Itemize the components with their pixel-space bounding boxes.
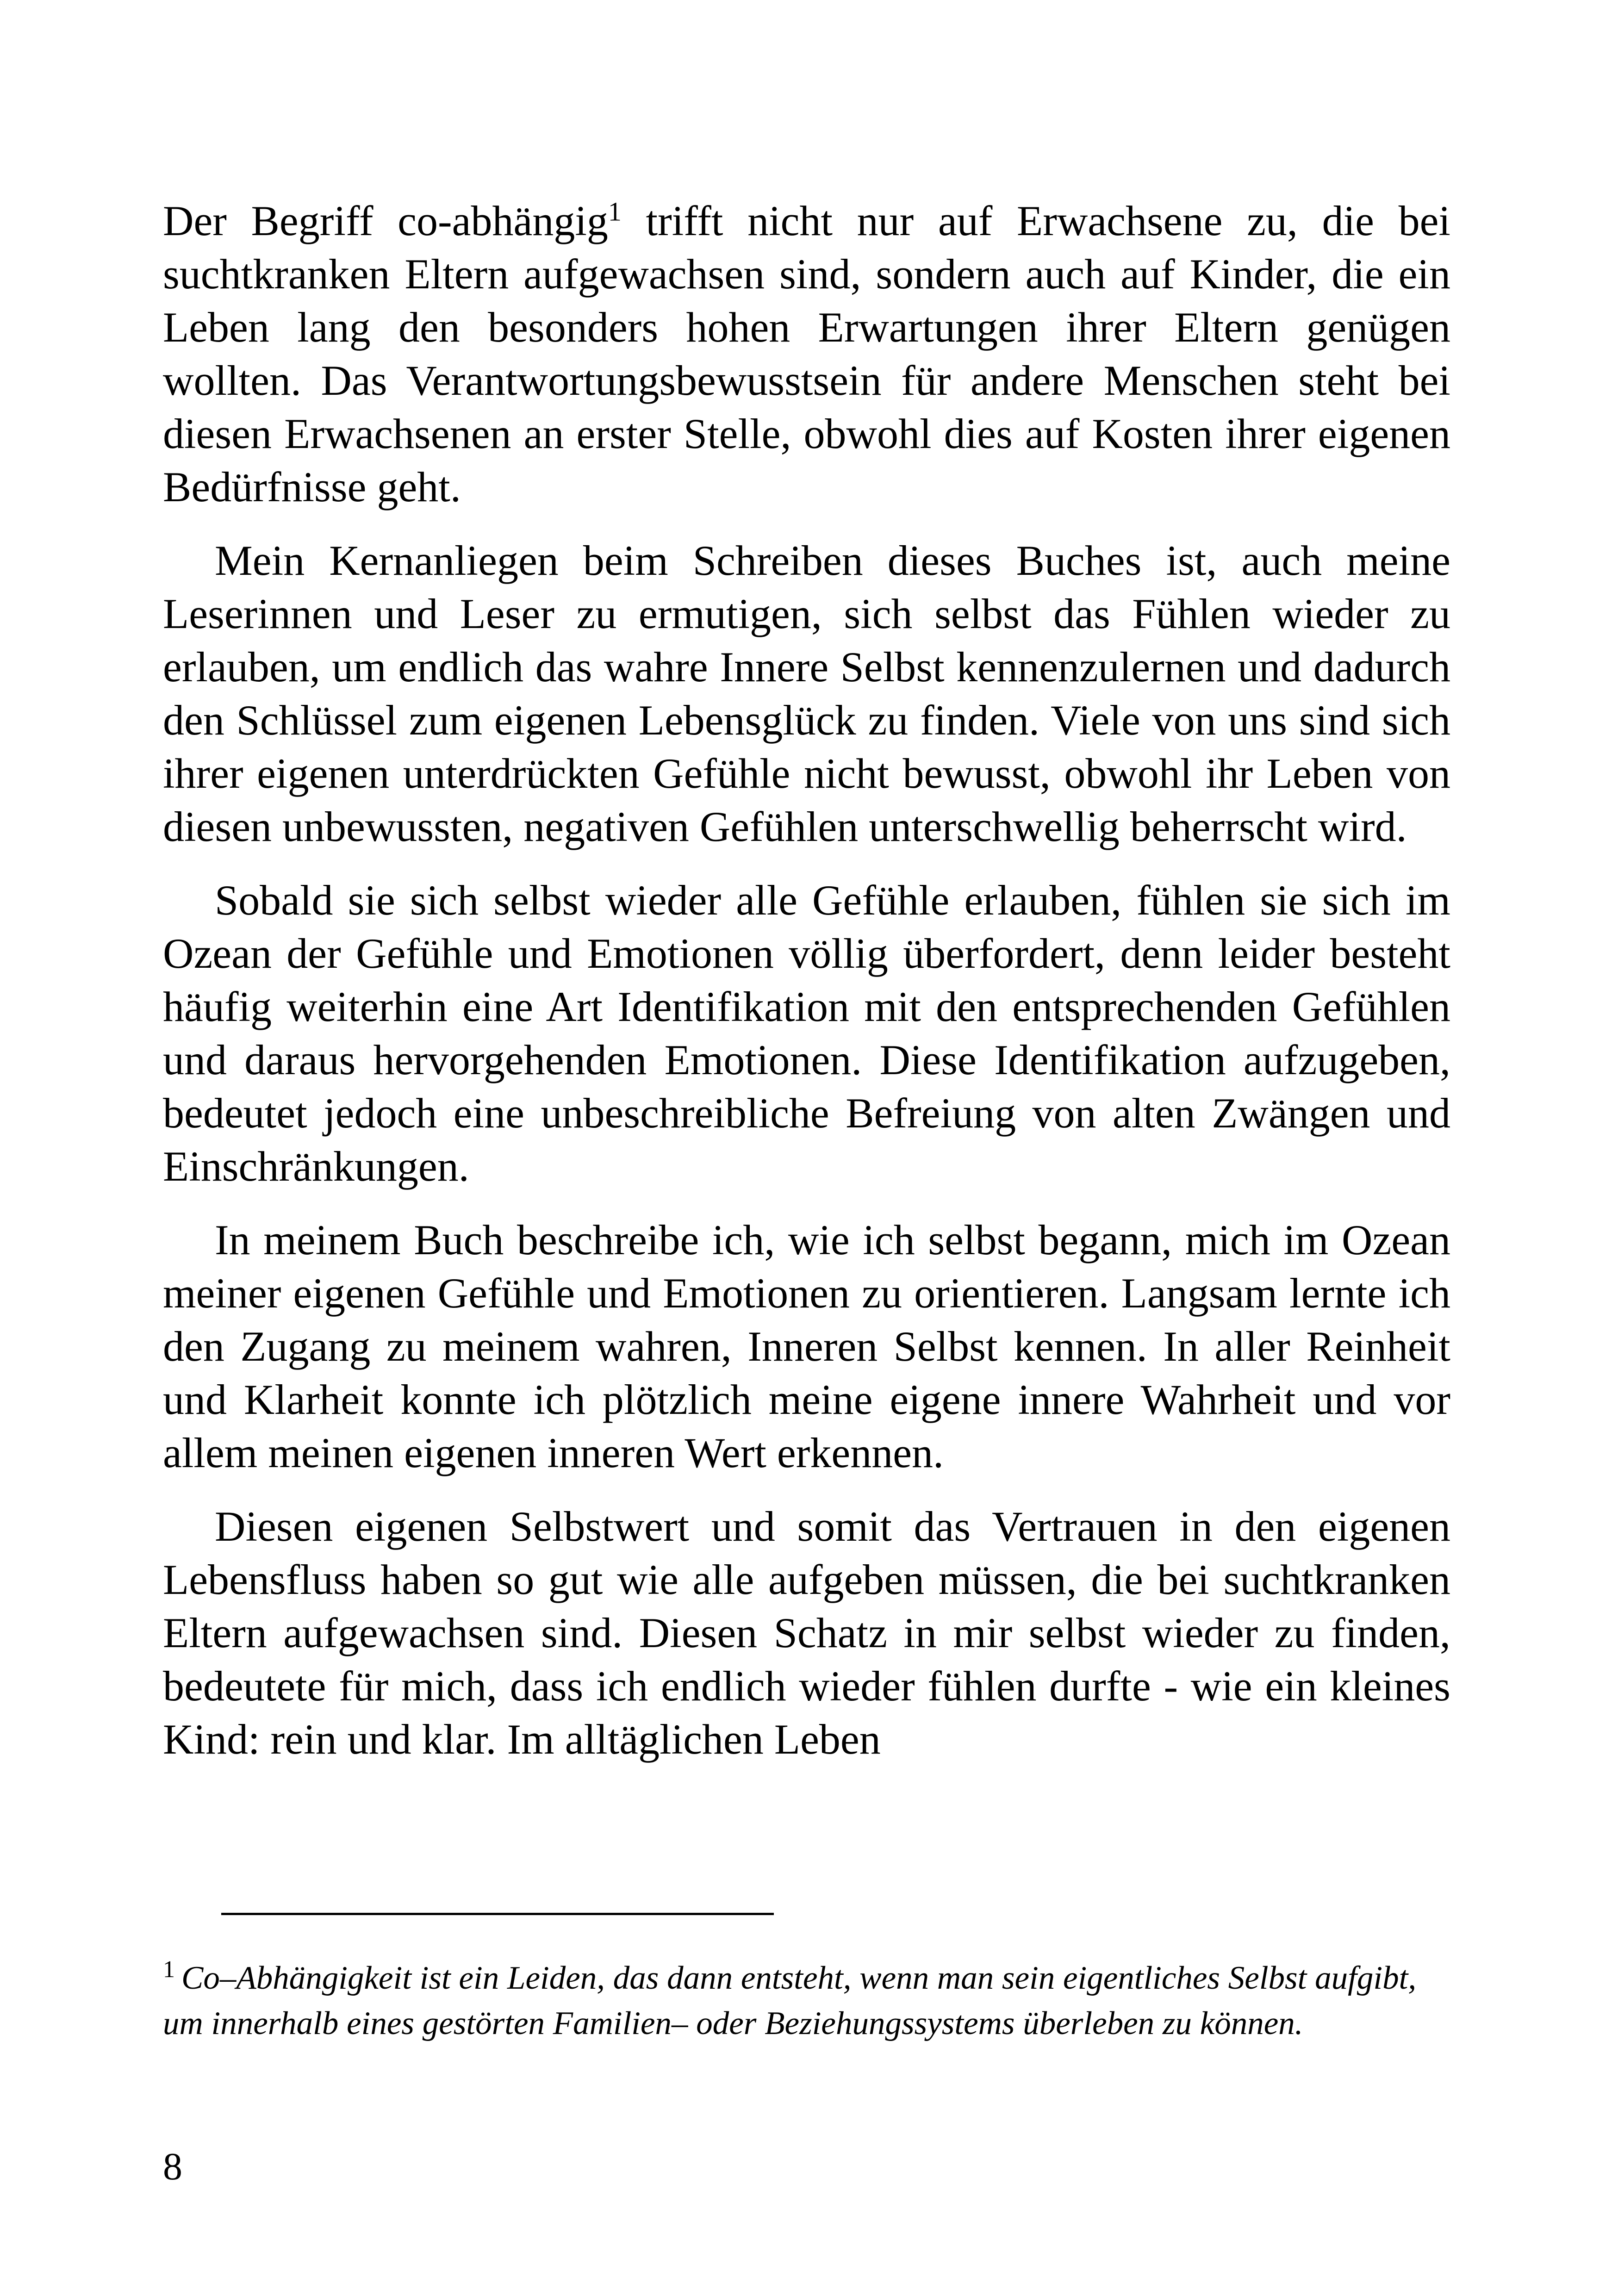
paragraph-1-rest: trifft nicht nur auf Erwachsene zu, die bei suchtkranken Eltern aufgewachsen sind, sondern auch auf Kinder, die ein Leben lang den besonders hohen Erwartungen ihrer Eltern genügen wollten. Das Verantwortungsbewusstsein für andere Menschen steht bei diesen Erwachsenen an erster Stelle, obwohl dies auf Kosten ihrer eigenen Bedürfnisse geht. (163, 197, 1450, 510)
paragraph-3: Sobald sie sich selbst wieder alle Gefühle erlauben, fühlen sie sich im Ozean der Gefühle und Emotionen völlig überfordert, denn leider besteht häufig weiterhin eine Art Identifikation mit den entsprechenden Gefühlen und daraus hervorgehenden Emotionen. Diese Identifikation aufzugeben, bedeutet jedoch eine unbeschreibliche Befreiung von alten Zwängen und Einschränkungen. (163, 877, 1450, 1190)
page-body (163, 194, 1450, 1786)
page-number: 8 (163, 2145, 182, 2188)
paragraph-2: Mein Kernanliegen beim Schreiben dieses Buches ist, auch meine Leserinnen und Leser zu ermutigen, sich selbst das Fühlen wieder zu erlauben, um endlich das wahre Innere Selbst kennenzulernen und dadurch den Schlüssel zum eigenen Lebensglück zu finden. Viele von uns sind sich ihrer eigenen unterdrückten Gefühle nicht bewusst, obwohl ihr Leben von diesen unbewussten, negativen Gefühlen unterschwellig beherrscht wird. (163, 537, 1450, 850)
footnote-number: 1 (163, 1956, 175, 1983)
paragraph-1-start: Der Begriff co-abhängig (163, 197, 608, 244)
footnote-text: Co–Abhängigkeit ist ein Leiden, das dann entsteht, wenn man sein eigentliches Selbst aufgibt, um innerhalb eines gestörten Familien– oder Beziehungssystems überleben zu können. (163, 1960, 1417, 2041)
paragraph-4: In meinem Buch beschreibe ich, wie ich selbst begann, mich im Ozean meiner eigenen Gefühle und Emotionen zu orientieren. Langsam lernte ich den Zugang zu meinem wahren, Inneren Selbst kennen. In aller Reinheit und Klarheit konnte ich plötzlich meine eigene innere Wahrheit und vor allem meinen eigenen inneren Wert erkennen. (163, 1216, 1450, 1476)
footnote (163, 1955, 1450, 2046)
paragraph-1 (163, 194, 1450, 514)
footnote-separator-rule (221, 1913, 774, 1915)
footnote-reference-mark[interactable]: 1 (608, 196, 622, 227)
paragraph-5: Diesen eigenen Selbstwert und somit das Vertrauen in den eigenen Lebensfluss haben so gut wie alle aufgeben müssen, die bei suchtkranken Eltern aufgewachsen sind. Diesen Schatz in mir selbst wieder zu finden, bedeutete für mich, dass ich endlich wieder fühlen durfte - wie ein kleines Kind: rein und klar. Im alltäglichen Leben (163, 1503, 1450, 1763)
